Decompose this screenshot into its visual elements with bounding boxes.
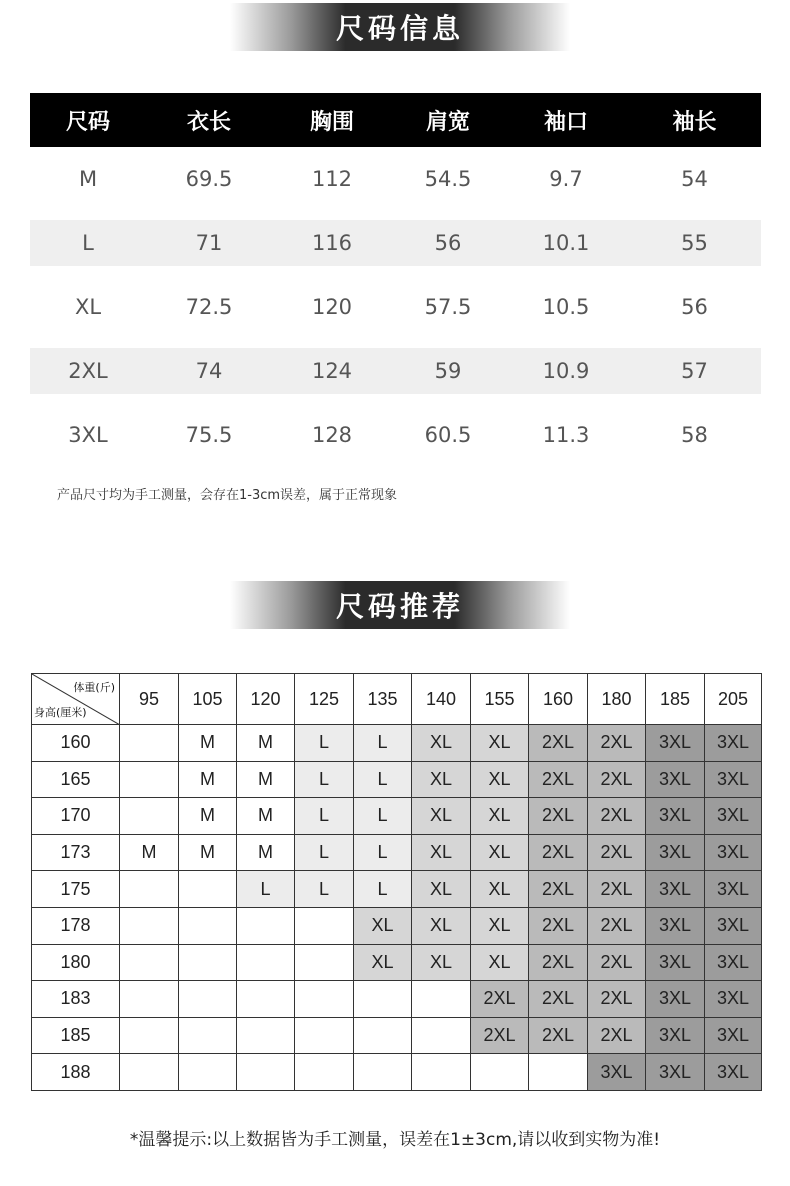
size-table-row [30, 403, 761, 467]
recommend-size-cell: L [295, 725, 354, 762]
size-table-cell: 2XL [68, 359, 108, 383]
recommend-size-cell: L [354, 761, 412, 798]
recommend-size-cell [120, 798, 179, 835]
recommend-size-cell: M [179, 798, 237, 835]
recommend-size-cell: 2XL [529, 871, 588, 908]
recommend-size-cell: XL [412, 871, 471, 908]
weight-header-cell: 160 [529, 674, 588, 725]
size-table-cell: 58 [681, 423, 708, 447]
weight-header-cell: 95 [120, 674, 179, 725]
warm-tip-note: *温馨提示:以上数据皆为手工测量，误差在1±3cm,请以收到实物为准! [129, 1130, 661, 1150]
height-cell: 170 [32, 798, 120, 835]
recommend-size-cell: 3XL [646, 834, 705, 871]
height-cell: 173 [32, 834, 120, 871]
recommend-row [32, 944, 762, 981]
recommend-size-cell [295, 981, 354, 1018]
size-table-cell: 72.5 [185, 295, 233, 319]
recommend-size-cell: 3XL [646, 798, 705, 835]
recommend-row [32, 871, 762, 908]
size-table-cell: XL [74, 295, 102, 319]
recommend-size-cell [179, 944, 237, 981]
recommend-size-cell: 2XL [529, 944, 588, 981]
recommend-size-cell: XL [471, 725, 529, 762]
weight-header-cell: 205 [705, 674, 762, 725]
recommend-size-cell: 2XL [529, 761, 588, 798]
recommend-size-cell [120, 1054, 179, 1091]
size-table-cell: 57 [681, 359, 708, 383]
recommend-size-cell: 3XL [705, 907, 762, 944]
recommend-size-cell: XL [412, 761, 471, 798]
size-info-banner [230, 3, 570, 51]
recommend-size-cell [295, 1054, 354, 1091]
recommend-size-cell: 2XL [529, 725, 588, 762]
recommend-size-cell: 2XL [529, 798, 588, 835]
weight-header-cell: 140 [412, 674, 471, 725]
recommend-size-cell: 2XL [588, 981, 646, 1018]
recommend-row [32, 798, 762, 835]
size-table-cell: 54 [681, 167, 708, 191]
recommend-size-cell: 2XL [588, 944, 646, 981]
recommend-row [32, 981, 762, 1018]
recommend-size-cell [237, 981, 295, 1018]
recommend-size-cell [179, 1054, 237, 1091]
recommend-size-cell: L [354, 834, 412, 871]
height-cell: 165 [32, 761, 120, 798]
recommend-size-cell: M [179, 725, 237, 762]
recommend-size-cell [120, 871, 179, 908]
height-cell: 160 [32, 725, 120, 762]
recommend-size-cell: M [237, 761, 295, 798]
recommend-size-cell [179, 907, 237, 944]
size-table-cell: M [78, 167, 98, 191]
size-table-cell: 54.5 [424, 167, 472, 191]
recommend-size-cell [179, 1017, 237, 1054]
weight-axis-label: 体重(斤) [73, 681, 115, 694]
size-table-cell: 75.5 [185, 423, 233, 447]
recommend-size-cell: 3XL [646, 907, 705, 944]
recommend-size-cell: 3XL [646, 981, 705, 1018]
size-table-row [30, 147, 761, 211]
size-table-cell: 10.9 [542, 359, 590, 383]
recommend-size-cell: 3XL [646, 725, 705, 762]
recommend-size-cell: 3XL [705, 1017, 762, 1054]
size-table-header-cell: 胸围 [309, 109, 354, 135]
recommend-size-cell: XL [412, 725, 471, 762]
recommend-size-cell [120, 761, 179, 798]
size-table-cell: 9.7 [549, 167, 583, 191]
recommend-size-cell [295, 1017, 354, 1054]
recommend-size-cell: 3XL [646, 761, 705, 798]
recommend-size-cell [179, 871, 237, 908]
size-table-header-cell: 袖长 [672, 109, 717, 135]
height-cell: 183 [32, 981, 120, 1018]
size-table-cell: 55 [681, 231, 708, 255]
recommend-size-cell [295, 944, 354, 981]
height-axis-label: 身高(厘米) [34, 706, 87, 719]
size-info-title: 尺码信息 [335, 12, 464, 45]
recommend-size-cell: 3XL [705, 725, 762, 762]
weight-header-cell: 135 [354, 674, 412, 725]
recommend-size-cell: XL [412, 834, 471, 871]
size-table-cell: 124 [311, 359, 353, 383]
recommend-size-cell: 2XL [529, 981, 588, 1018]
weight-header-cell: 155 [471, 674, 529, 725]
recommend-size-cell [529, 1054, 588, 1091]
recommend-size-cell: M [179, 761, 237, 798]
recommend-size-cell: M [179, 834, 237, 871]
size-table-cell: 56 [434, 231, 462, 255]
size-table-header-cell: 尺码 [65, 109, 110, 135]
recommend-size-cell: 2XL [529, 1017, 588, 1054]
recommend-size-cell: XL [471, 907, 529, 944]
recommend-row [32, 834, 762, 871]
recommend-size-cell: 2XL [588, 834, 646, 871]
recommend-size-cell: L [295, 834, 354, 871]
recommend-size-cell [237, 1054, 295, 1091]
weight-header-cell: 120 [237, 674, 295, 725]
recommend-size-cell [412, 1054, 471, 1091]
size-table-cell: 128 [311, 423, 353, 447]
recommend-header-row [32, 674, 762, 725]
recommend-size-cell [237, 944, 295, 981]
size-table-cell: L [82, 231, 94, 255]
recommend-size-cell: XL [471, 944, 529, 981]
recommend-size-cell: XL [412, 907, 471, 944]
weight-header-cell: 125 [295, 674, 354, 725]
recommend-size-cell: 2XL [588, 725, 646, 762]
recommend-size-cell: 3XL [705, 761, 762, 798]
recommend-size-cell: XL [471, 834, 529, 871]
size-table-header [30, 93, 761, 147]
size-table-header-cell: 衣长 [186, 109, 231, 135]
size-table-cell: 60.5 [424, 423, 472, 447]
recommend-size-cell [354, 1054, 412, 1091]
height-cell: 175 [32, 871, 120, 908]
height-cell: 180 [32, 944, 120, 981]
size-table-header-cell: 袖口 [543, 109, 588, 135]
size-table-cell: 71 [195, 231, 223, 255]
recommend-size-cell: L [354, 798, 412, 835]
recommend-size-cell: XL [412, 944, 471, 981]
size-table-cell: 10.1 [542, 231, 590, 255]
size-table-cell: 120 [311, 295, 353, 319]
recommend-size-cell: 3XL [705, 798, 762, 835]
size-table-body [30, 147, 761, 467]
recommend-size-cell: 2XL [529, 907, 588, 944]
size-table-cell: 57.5 [424, 295, 472, 319]
size-table-row [30, 348, 761, 394]
recommend-size-cell: XL [354, 944, 412, 981]
recommend-size-cell: 2XL [588, 761, 646, 798]
recommend-size-cell [412, 1017, 471, 1054]
height-cell: 185 [32, 1017, 120, 1054]
recommend-size-cell: 3XL [588, 1054, 646, 1091]
recommend-size-cell: 3XL [646, 871, 705, 908]
weight-header-cell: 185 [646, 674, 705, 725]
recommend-size-cell [412, 981, 471, 1018]
recommend-size-cell: 3XL [646, 1017, 705, 1054]
size-table-cell: 74 [195, 359, 223, 383]
size-note: 产品尺寸均为手工测量，会存在1-3cm误差，属于正常现象 [57, 488, 398, 503]
recommend-size-cell: 3XL [705, 871, 762, 908]
recommend-size-cell [179, 981, 237, 1018]
recommend-size-cell: XL [354, 907, 412, 944]
recommend-size-cell: L [354, 725, 412, 762]
recommend-size-cell: L [295, 871, 354, 908]
size-table-row [30, 275, 761, 339]
weight-header-cell: 180 [588, 674, 646, 725]
recommend-row [32, 725, 762, 762]
recommend-size-cell [120, 981, 179, 1018]
recommend-row [32, 907, 762, 944]
recommend-size-cell: M [120, 834, 179, 871]
recommend-size-cell: M [237, 798, 295, 835]
recommend-size-cell: L [354, 871, 412, 908]
size-info-table [30, 93, 761, 467]
recommend-size-cell [120, 944, 179, 981]
size-table-header-cell: 肩宽 [425, 109, 470, 135]
size-recommend-banner [230, 581, 570, 629]
recommend-size-cell: L [295, 798, 354, 835]
recommend-size-cell: M [237, 834, 295, 871]
recommend-size-cell: M [237, 725, 295, 762]
recommend-row [32, 761, 762, 798]
size-table-cell: 56 [681, 295, 708, 319]
recommend-row [32, 1017, 762, 1054]
recommend-size-cell [354, 981, 412, 1018]
height-cell: 188 [32, 1054, 120, 1091]
size-table-cell: 116 [311, 231, 353, 255]
size-table-cell: 69.5 [185, 167, 233, 191]
weight-header-cell: 105 [179, 674, 237, 725]
recommend-size-cell [120, 907, 179, 944]
recommend-corner-cell [32, 674, 120, 725]
size-table-cell: 59 [434, 359, 462, 383]
recommend-size-cell: 3XL [705, 834, 762, 871]
recommend-size-cell: 2XL [588, 871, 646, 908]
height-cell: 178 [32, 907, 120, 944]
recommend-size-cell: 2XL [529, 834, 588, 871]
recommend-size-cell: 2XL [588, 907, 646, 944]
recommend-size-cell: XL [471, 798, 529, 835]
size-recommend-title: 尺码推荐 [335, 590, 464, 623]
recommend-size-cell: 3XL [646, 1054, 705, 1091]
size-table-cell: 3XL [68, 423, 108, 447]
recommend-size-cell: 3XL [646, 944, 705, 981]
size-table-row [30, 220, 761, 266]
size-recommend-table [31, 673, 762, 1091]
recommend-size-cell [354, 1017, 412, 1054]
recommend-size-cell: 2XL [588, 1017, 646, 1054]
recommend-size-cell [120, 1017, 179, 1054]
size-table-cell: 10.5 [542, 295, 590, 319]
recommend-size-cell [237, 1017, 295, 1054]
recommend-size-cell [295, 907, 354, 944]
recommend-size-cell [471, 1054, 529, 1091]
recommend-row [32, 1054, 762, 1091]
recommend-size-cell: XL [471, 871, 529, 908]
size-table-cell: 112 [311, 167, 353, 191]
recommend-size-cell: XL [471, 761, 529, 798]
recommend-size-cell [120, 725, 179, 762]
recommend-size-cell [237, 907, 295, 944]
recommend-size-cell: 3XL [705, 944, 762, 981]
recommend-size-cell: XL [412, 798, 471, 835]
recommend-size-cell: 2XL [588, 798, 646, 835]
recommend-size-cell: 3XL [705, 981, 762, 1018]
size-table-cell: 11.3 [542, 423, 590, 447]
recommend-size-cell: L [237, 871, 295, 908]
recommend-size-cell: L [295, 761, 354, 798]
recommend-size-cell: 2XL [471, 981, 529, 1018]
recommend-size-cell: 2XL [471, 1017, 529, 1054]
recommend-size-cell: 3XL [705, 1054, 762, 1091]
